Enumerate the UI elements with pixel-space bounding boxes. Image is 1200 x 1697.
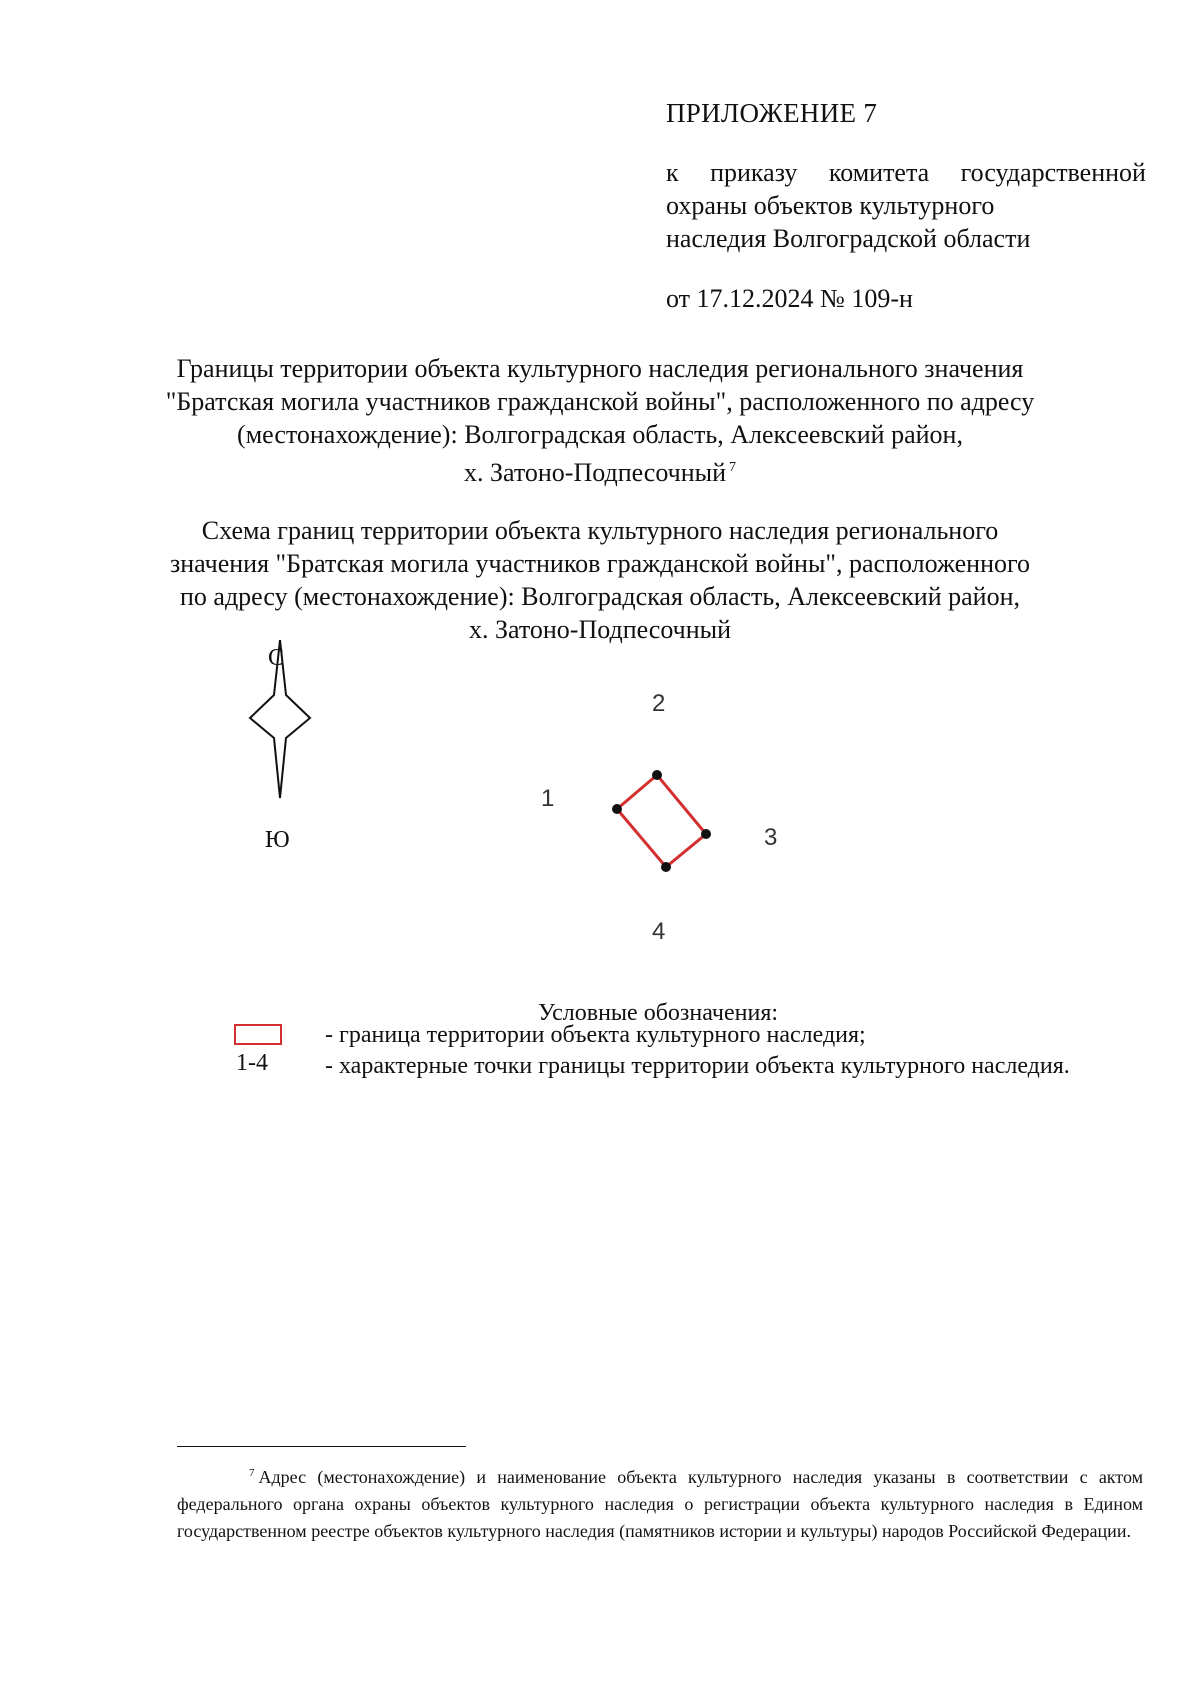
heading-line: х. Затоно-Подпесочный (468, 615, 732, 644)
footnote (177, 1460, 1143, 1545)
heading-line: "Братская могила участников гражданской войны", расположенного по адресу (165, 387, 1035, 416)
annex-word: к (666, 158, 679, 187)
boundary-point-1 (612, 804, 622, 814)
annex-reference (666, 156, 1146, 255)
legend-boundary-swatch (234, 1024, 282, 1045)
heading-line-text: х. Затоно-Подпесочный (463, 458, 727, 487)
boundary-polygon (617, 775, 706, 867)
heading-line: Границы территории объекта культурного наследия регионального значения (176, 354, 1024, 383)
annex-reference-line-3: наследия Волгоградской области (666, 224, 1031, 253)
point-label-1: 1 (541, 785, 555, 812)
legend-points-code: 1-4 (236, 1050, 268, 1076)
point-label-2: 2 (652, 690, 666, 717)
scheme-heading (150, 514, 1050, 646)
boundaries-heading (150, 352, 1050, 489)
legend-boundary-text: - граница территории объекта культурного наследия; (325, 1022, 866, 1048)
point-label-3: 3 (764, 824, 778, 851)
boundary-point-3 (701, 829, 711, 839)
compass-north-label: С (268, 645, 285, 671)
annex-date: от 17.12.2024 № 109-н (666, 284, 913, 313)
heading-line: Схема границ территории объекта культурного наследия регионального (201, 516, 999, 545)
annex-word: государственной (960, 158, 1146, 187)
boundary-point-4 (661, 862, 671, 872)
compass-star-shape (250, 640, 310, 798)
boundary-scheme (520, 680, 820, 960)
footnote-text: Адрес (местонахождение) и наименование объекта культурного наследия указаны в соответствии с актом федерального органа охраны объектов культурного наследия о регистрации объекта культурного наследия в Едином государственном реестре объектов культурного наследия (памятников истории и культуры) народов Российской Федерации. (177, 1467, 1143, 1541)
heading-line: значения "Братская могила участников гражданской войны", расположенного (169, 549, 1031, 578)
compass-rose-icon (240, 640, 320, 840)
footnote-number: 7 (249, 1467, 255, 1479)
annex-word: комитета (828, 158, 930, 187)
point-label-4: 4 (652, 918, 666, 945)
footnote-reference[interactable]: 7 (729, 460, 737, 475)
annex-word: приказу (710, 158, 798, 187)
heading-line (150, 451, 1050, 489)
heading-line: по адресу (местонахождение): Волгоградская область, Алексеевский район, (180, 582, 1020, 611)
annex-title: ПРИЛОЖЕНИЕ 7 (666, 98, 878, 128)
legend-title: Условные обозначения: (538, 1000, 779, 1026)
annex-reference-line-2: охраны объектов культурного (666, 191, 995, 220)
heading-line: (местонахождение): Волгоградская область, Алексеевский район, (237, 420, 963, 449)
footnote-separator (177, 1446, 466, 1447)
compass-south-label: Ю (265, 827, 290, 853)
legend-points-text: - характерные точки границы территории объекта культурного наследия. (325, 1053, 1070, 1079)
boundary-point-2 (652, 770, 662, 780)
annex-reference-line-1 (666, 156, 1146, 189)
